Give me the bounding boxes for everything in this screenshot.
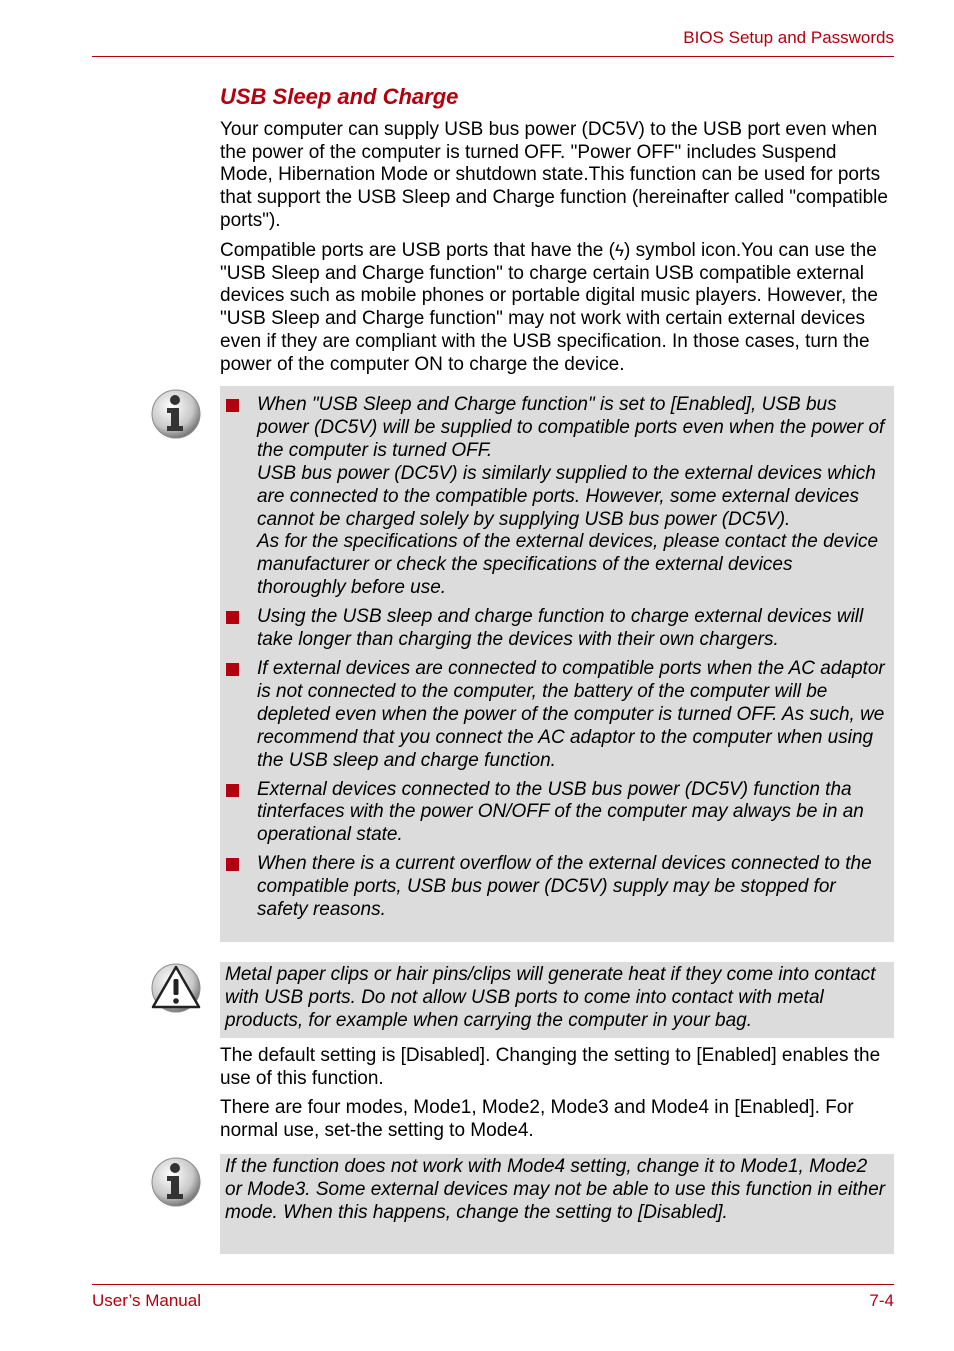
bullet-square-icon: [226, 858, 239, 871]
warning-icon: [150, 962, 202, 1014]
header-rule: [92, 56, 894, 57]
default-setting-paragraph: The default setting is [Disabled]. Changing the setting to [Enabled] enables the use of this function.: [220, 1045, 881, 1089]
bullet-text: USB bus power (DC5V) is similarly supplied to the external devices which are connected to the compatible ports. However, some external devices cannot be charged solely by supplying USB bus power (DC5V).: [257, 462, 876, 530]
modes-paragraph: There are four modes, Mode1, Mode2, Mode3 and Mode4 in [Enabled]. For normal use, set-the setting to Mode4.: [220, 1097, 854, 1141]
compatible-ports-paragraph: [220, 240, 894, 376]
page-number: 7-4: [869, 1291, 894, 1310]
bullet-text: When "USB Sleep and Charge function" is set to [Enabled], USB bus power (DC5V) will be supplied to compatible ports even when the power of the computer is turned OFF.: [257, 394, 885, 461]
info-icon: [150, 388, 202, 440]
info-icon: [150, 1156, 202, 1208]
bullet-square-icon: [226, 784, 239, 797]
info-note-list: [220, 386, 894, 934]
intro-paragraph: Your computer can supply USB bus power (DC5V) to the USB port even when the power of the computer is turned OFF. "Power OFF" includes Suspend Mode, Hibernation Mode or shutdown state.This function can be used for ports that support the USB Sleep and Charge function (hereinafter called "compatible ports").: [220, 119, 888, 231]
bullet-text: If external devices are connected to compatible ports when the AC adaptor is not connected to the computer, the battery of the computer will be depleted even when the power of the computer is turned OFF. As such, we recommend that you connect the AC adaptor to the computer when using the USB sleep and charge function.: [257, 657, 885, 771]
list-item: [220, 658, 886, 773]
list-item: [220, 853, 886, 922]
info-note-text: If the function does not work with Mode4 setting, change it to Mode1, Mode2 or Mode3. Some external devices may not be able to use this function in either mode. When this happens, change the setting to [Disabled].: [225, 1156, 886, 1223]
bullet-square-icon: [226, 611, 239, 624]
para2-after: ) symbol icon.You can use the "USB Sleep and Charge function" to charge certain USB compatible external devices such as mobile phones or portable digital music players. However, the "USB Sleep and Charge function" may not work with certain external devices even if they are compliant with the USB specification. In those cases, turn the power of the computer ON to charge the device.: [220, 240, 878, 375]
bullet-square-icon: [226, 399, 239, 412]
info-note-box-2: [220, 1154, 894, 1254]
warning-note-box: [220, 962, 894, 1038]
warning-text: Metal paper clips or hair pins/clips will generate heat if they come into contact with USB ports. Do not allow USB ports to come into contact with metal products, for example when carrying the computer in your bag.: [225, 964, 876, 1031]
bullet-text: As for the specifications of the external devices, please contact the device manufacturer or check the specifications of the external devices thoroughly before use.: [257, 531, 879, 599]
list-item: [220, 779, 886, 848]
list-item: [220, 394, 886, 600]
sleep-charge-symbol-icon: ϟ: [614, 241, 624, 260]
list-item: [220, 606, 886, 652]
para2-before: Compatible ports are USB ports that have the (: [220, 240, 615, 261]
footer-manual-title: User’s Manual: [92, 1291, 201, 1310]
bullet-text: Using the USB sleep and charge function to charge external devices will take longer than charging the devices with their own chargers.: [257, 606, 864, 651]
bullet-text: External devices connected to the USB bus power (DC5V) function tha tinterfaces with the power ON/OFF of the computer may always be in an operational state.: [257, 778, 864, 846]
bullet-text: When there is a current overflow of the external devices connected to the compatible ports, USB bus power (DC5V) supply may be stopped for safety reasons.: [257, 853, 872, 921]
info-note-box: [220, 386, 894, 942]
bullet-square-icon: [226, 663, 239, 676]
section-title: USB Sleep and Charge: [220, 84, 459, 109]
running-header: BIOS Setup and Passwords: [683, 28, 894, 47]
footer-rule: [92, 1284, 894, 1285]
